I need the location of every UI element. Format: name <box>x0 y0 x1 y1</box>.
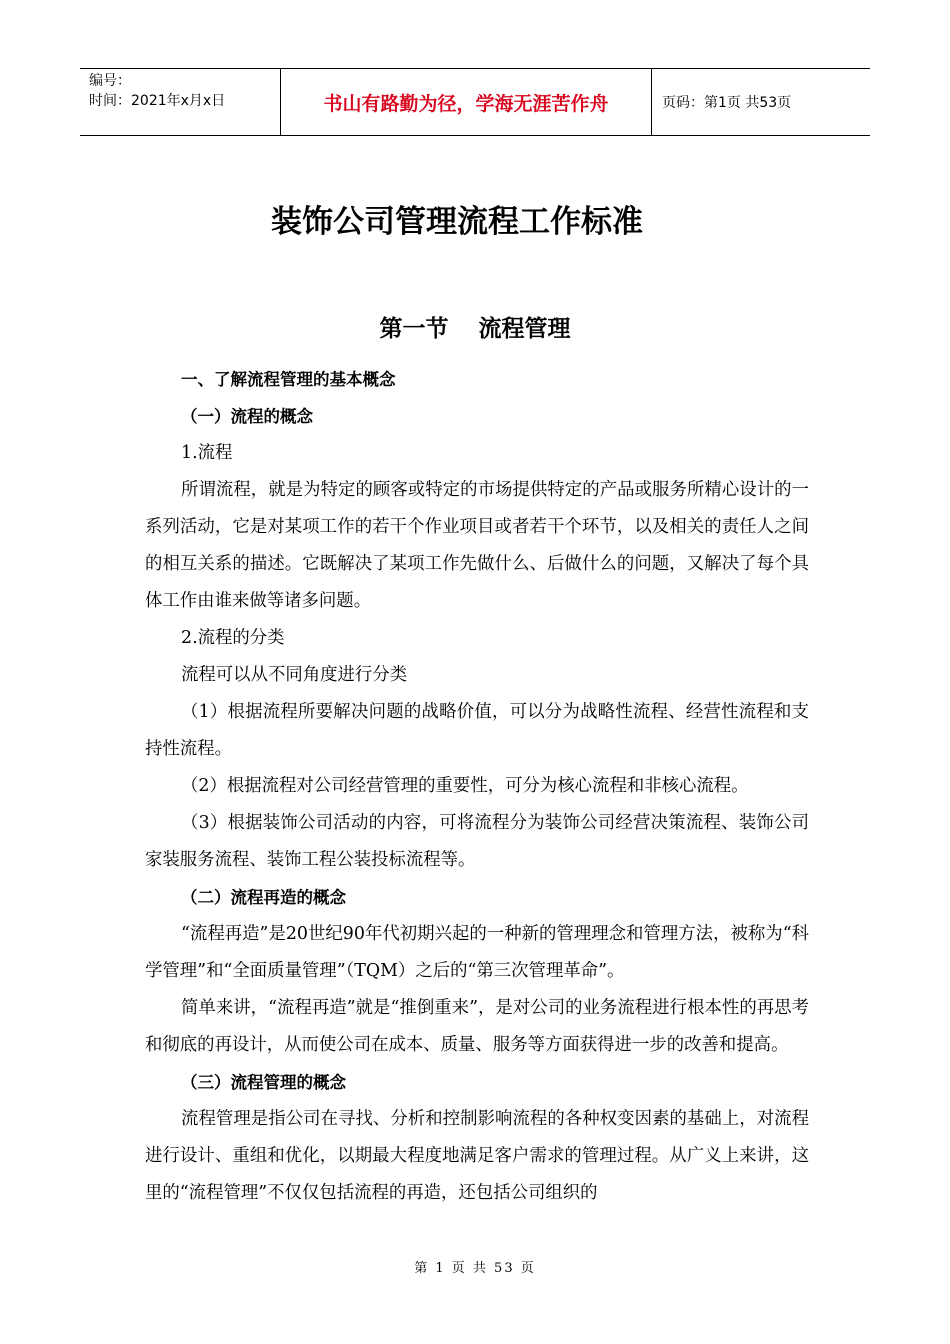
heading-level-2: （二）流程再造的概念 <box>181 888 346 907</box>
document-time: 时间：2021年x月x日 <box>89 93 226 109</box>
header-motto: 书山有路勤为径，学海无涯苦作舟 <box>280 69 652 135</box>
body-paragraph: 流程可以从不同角度进行分类 <box>181 665 408 685</box>
body-paragraph: 所谓流程，就是为特定的顾客或特定的市场提供特定的产品或服务所精心设计的一系列活动，它是对某项工作的若干个作业项目或者若干个环节，以及相关的责任人之间的相互关系的描述。它既解决了某项工作先做什么、后做什么的问题，又解决了每个具体工作由谁来做等诸多问题。 <box>145 480 809 611</box>
document-title: 装饰公司管理流程工作标准 <box>271 204 643 240</box>
heading-level-2: （一）流程的概念 <box>181 407 313 426</box>
header-page-info: 页码：第1页 共53页 <box>662 95 792 111</box>
section-title <box>0 310 950 343</box>
section-name: 流程管理 <box>478 316 571 342</box>
list-item: （1）根据流程所要解决问题的战略价值，可以分为战略性流程、经营性流程和支持性流程。 <box>145 702 809 759</box>
page-header <box>80 68 870 136</box>
list-item: （2）根据流程对公司经营管理的重要性，可分为核心流程和非核心流程。 <box>181 776 749 796</box>
body-paragraph: 简单来讲，“流程再造”就是“推倒重来”，是对公司的业务流程进行根本性的再思考和彻底的再设计，从而使公司在成本、质量、服务等方面获得进一步的改善和提高。 <box>145 998 809 1055</box>
header-meta <box>80 69 280 135</box>
body-content <box>145 361 809 1212</box>
body-paragraph: “流程再造”是20世纪90年代初期兴起的一种新的管理理念和管理方法，被称为“科学管理”和“全面质量管理”（TQM）之后的“第三次管理革命”。 <box>145 924 809 981</box>
subheading-paragraph: 2.流程的分类 <box>181 628 285 648</box>
subheading-paragraph: 1.流程 <box>181 443 233 463</box>
page-footer: 第 1 页 共 53 页 <box>414 1261 536 1276</box>
heading-level-2: （三）流程管理的概念 <box>181 1073 346 1092</box>
body-paragraph: 流程管理是指公司在寻找、分析和控制影响流程的各种权变因素的基础上，对流程进行设计、重组和优化，以期最大程度地满足客户需求的管理过程。从广义上来讲，这里的“流程管理”不仅仅包括流程的再造，还包括公司组织的 <box>145 1109 809 1203</box>
list-item: （3）根据装饰公司活动的内容，可将流程分为装饰公司经营决策流程、装饰公司家装服务流程、装饰工程公装投标流程等。 <box>145 813 809 870</box>
heading-level-1: 一、了解流程管理的基本概念 <box>181 370 396 389</box>
document-number-label: 编号： <box>89 73 131 89</box>
section-number: 第一节 <box>379 316 449 342</box>
